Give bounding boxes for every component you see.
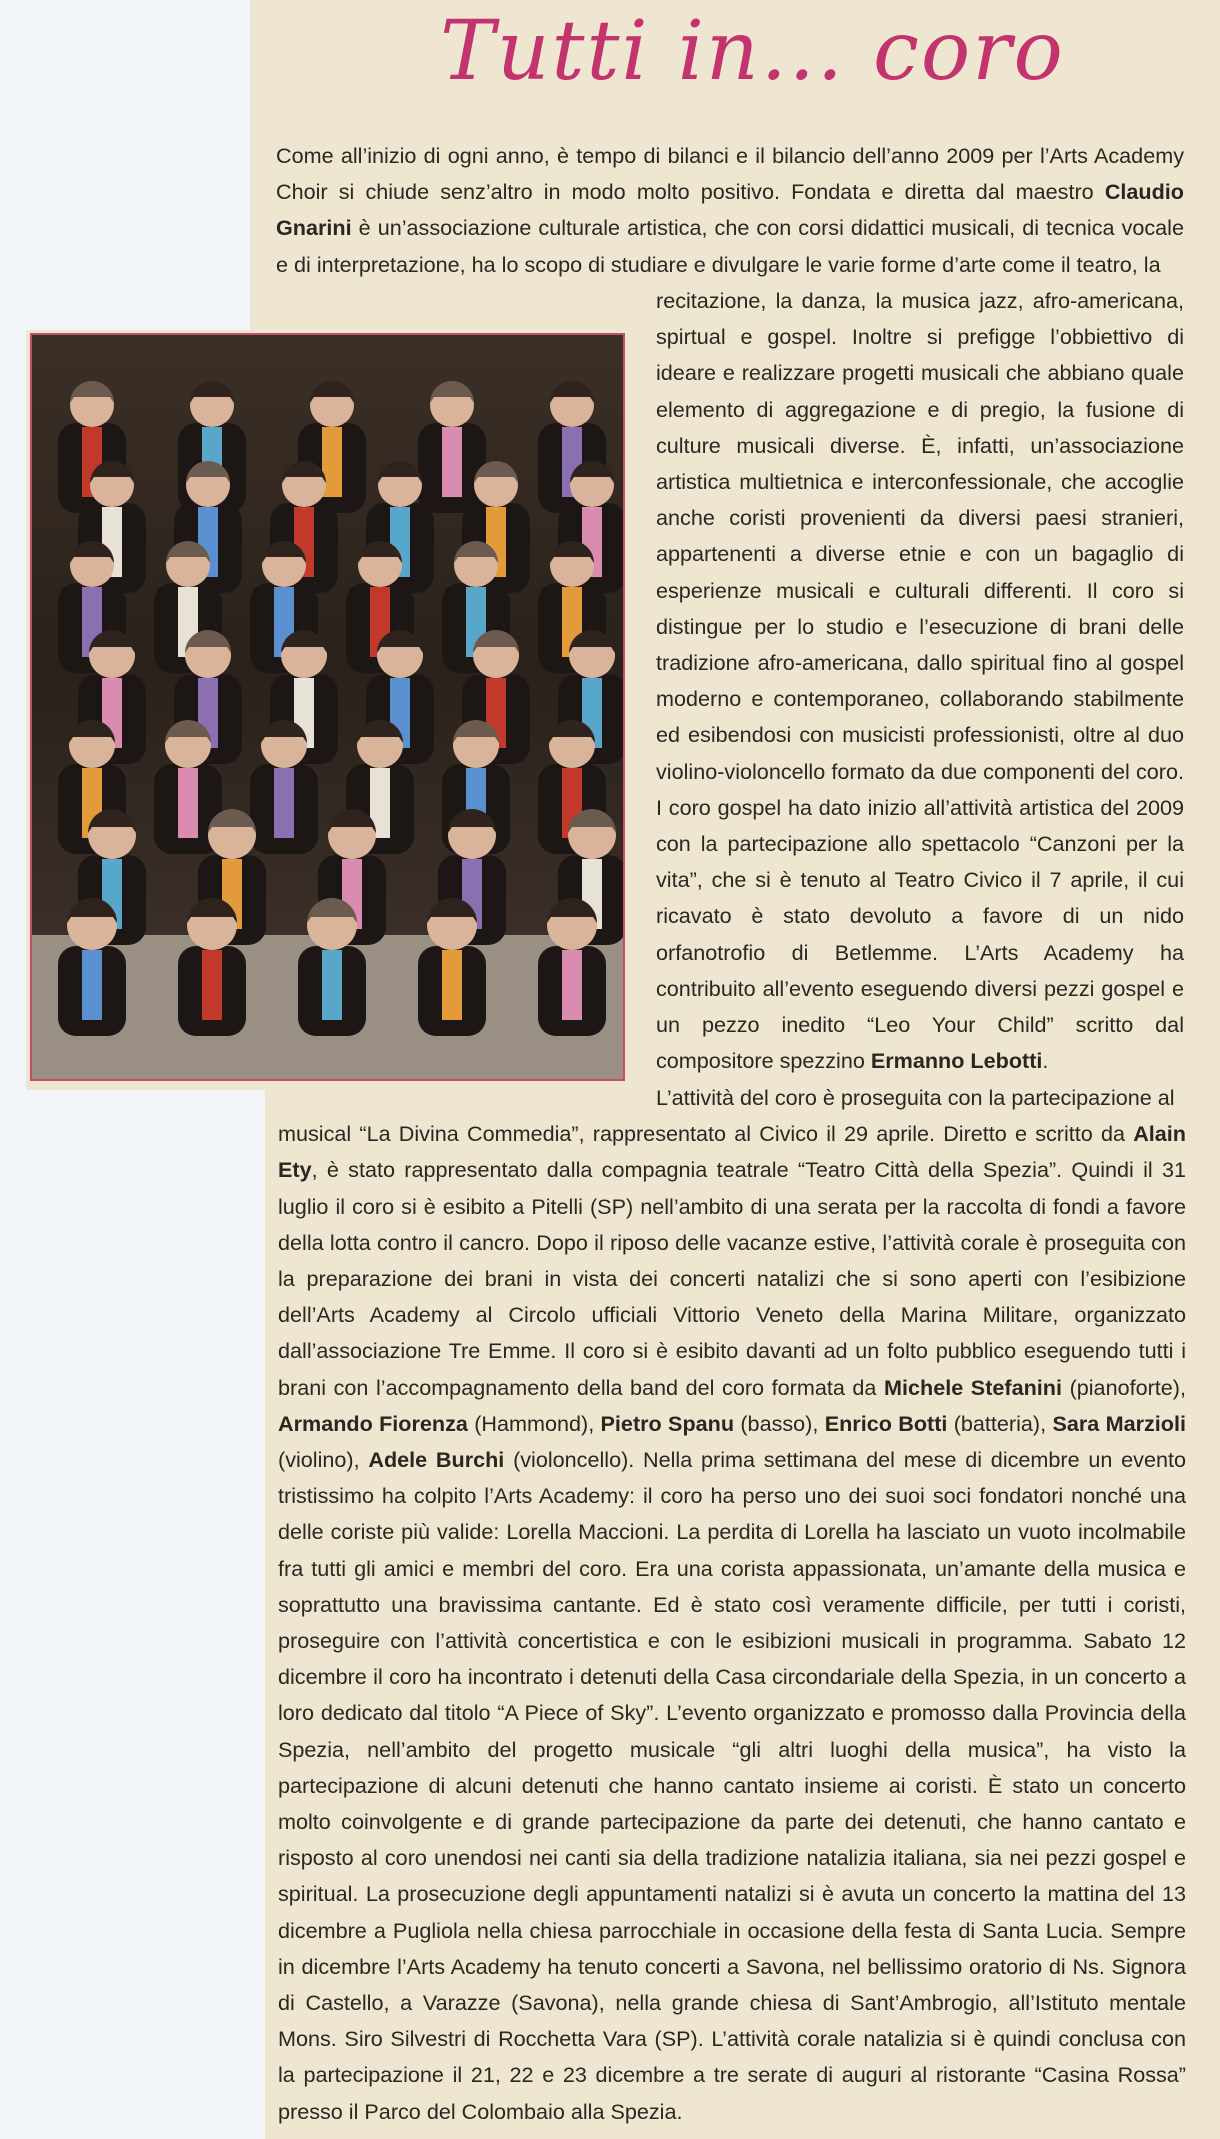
text-run: (pianoforte),: [1061, 1374, 1186, 1400]
article-paragraph-intro: [276, 138, 1184, 283]
article-title: Tutti in... coro: [440, 4, 1065, 99]
highlighted-name: Ermanno Lebotti: [870, 1048, 1043, 1074]
text-run: , è stato rappresentato dalla compagnia teatrale “Teatro Città della Spezia”. Quindi il 31 luglio il coro si è esibito a Pitelli (SP) nell’ambito di una serata per la raccolta di fondi a favore della lotta contro il cancro. Dopo il riposo delle vacanze estive, l’attività corale è proseguita con la preparazione dei brani in vista dei concerti natalizi che si sono aperti con l’esibizione dell’Arts Academy al Circolo ufficiali Vittorio Veneto della Marina Militare, organizzato dall’associazione Tre Emme. Il coro si è esibito davanti ad un folto pubblico eseguendo tutti i brani con l’accompagnamento della band del coro formata da: [278, 1157, 1186, 1400]
highlighted-name: Enrico Botti: [824, 1410, 948, 1436]
highlighted-name: Michele Stefanini: [884, 1374, 1062, 1400]
text-run: .: [1042, 1048, 1049, 1074]
highlighted-name: Adele Burchi: [368, 1447, 505, 1473]
choir-group-photo: [30, 333, 625, 1081]
article-paragraph-main: [278, 1080, 1186, 2130]
text-run: (batteria),: [947, 1410, 1053, 1436]
text-run: Come all’inizio di ogni anno, è tempo di bilanci e il bilancio dell’anno 2009 per l’Arts Academy Choir si chiude senz’altro in modo molto positivo. Fondata e diretta dal maestro: [276, 143, 1184, 205]
article-paragraph-side: [656, 283, 1184, 1079]
text-run: recitazione, la danza, la musica jazz, afro-americana, spirtual e gospel. Inoltre si prefigge l’obbiettivo di ideare e realizzare progetti musicali che abbiano quale elemento di aggregazione e di pregio, la fusione di culture musicali diverse. È, infatti, un’associazione artistica multietnica e interconfessionale, che accoglie anche coristi provenienti da diversi paesi stranieri, appartenenti a diverse etnie e con un bagaglio di esperienze musicali e culturali differenti. Il coro si distingue per lo studio e l’esecuzione di brani delle tradizione afro-americana, dallo spiritual fino al gospel moderno e contemporaneo, collaborando stabilmente ed esibendosi con musicisti professionisti, oltre al duo violino-violoncello formato da due componenti del coro. I coro gospel ha dato inizio all’attività artistica del 2009 con la partecipazione allo spettacolo “Canzoni per la vita”, che si è tenuto al Teatro Civico il 7 aprile, il cui ricavato è stato devoluto a favore di un nido orfanotrofio di Betlemme. L’Arts Academy ha contribuito all’evento eseguendo diversi pezzi gospel e un pezzo inedito “Leo Your Child” scritto dal compositore spezzino: [656, 288, 1184, 1074]
article-main-lead: L’attività del coro è proseguita con la partecipazione al: [656, 1085, 1175, 1110]
text-run: musical “La Divina Commedia”, rappresentato al Civico il 29 aprile. Diretto e scritto da: [278, 1121, 1134, 1147]
highlighted-name: Claudio Gnarini: [276, 179, 1184, 241]
choir-photo-illustration: [32, 335, 623, 1079]
text-run: (basso),: [734, 1410, 825, 1436]
highlighted-name: Sara Marzioli: [1052, 1410, 1186, 1436]
text-run: (violoncello). Nella prima settimana del mese di dicembre un evento tristissimo ha colpito l’Arts Academy: il coro ha perso uno dei suoi soci fondatori nonché una delle coriste più valide: Lorella Maccioni. La perdita di Lorella ha lasciato un vuoto incolmabile fra tutti gli amici e membri del coro. Era una corista appassionata, un’amante della musica e soprattutto una bravissima cantante. Ed è stato così veramente difficile, per tutti i coristi, proseguire con l’attività concertistica e con le esibizioni musicali in programma. Sabato 12 dicembre il coro ha incontrato i detenuti della Casa circondariale della Spezia, in un concerto a loro dedicato dal titolo “A Piece of Sky”. L’evento organizzato e promosso dalla Provincia della Spezia, nell’ambito del progetto musicale “gli altri luoghi della musica”, ha visto la partecipazione di alcuni detenuti che hanno cantato insieme ai coristi. È stato un concerto molto coinvolgente e di grande partecipazione da parte dei detenuti, che hanno cantato e risposto al coro unendosi nei canti sia della tradizione natalizia italiana, sia nei pezzi gospel e spiritual. La prosecuzione degli appuntamenti natalizi si è avuta un concerto la mattina del 13 dicembre a Pugliola nella chiesa parrocchiale in occasione della festa di Santa Lucia. Sempre in dicembre l’Arts Academy ha tenuto concerti a Savona, nel bellissimo oratorio di Ns. Signora di Castello, a Varazze (Savona), nella grande chiesa di Sant’Ambrogio, all’Istituto mentale Mons. Siro Silvestri di Rocchetta Vara (SP). L’attività corale natalizia si è quindi conclusa con la partecipazione il 21, 22 e 23 dicembre a tre serate di auguri al ristorante “Casina Rossa” presso il Parco del Colombaio alla Spezia.: [278, 1447, 1186, 2124]
article-main-body: [278, 1121, 1186, 2123]
text-run: (violino),: [278, 1447, 369, 1473]
highlighted-name: Armando Fiorenza: [278, 1410, 468, 1436]
text-run: è un’associazione culturale artistica, che con corsi didattici musicali, di tecnica vocale e di interpretazione, ha lo scopo di studiare e divulgare le varie forme d’arte come il teatro, la: [276, 215, 1184, 277]
highlighted-name: Pietro Spanu: [600, 1410, 735, 1436]
text-run: (Hammond),: [467, 1410, 601, 1436]
highlighted-name: Alain Ety: [278, 1121, 1186, 1183]
